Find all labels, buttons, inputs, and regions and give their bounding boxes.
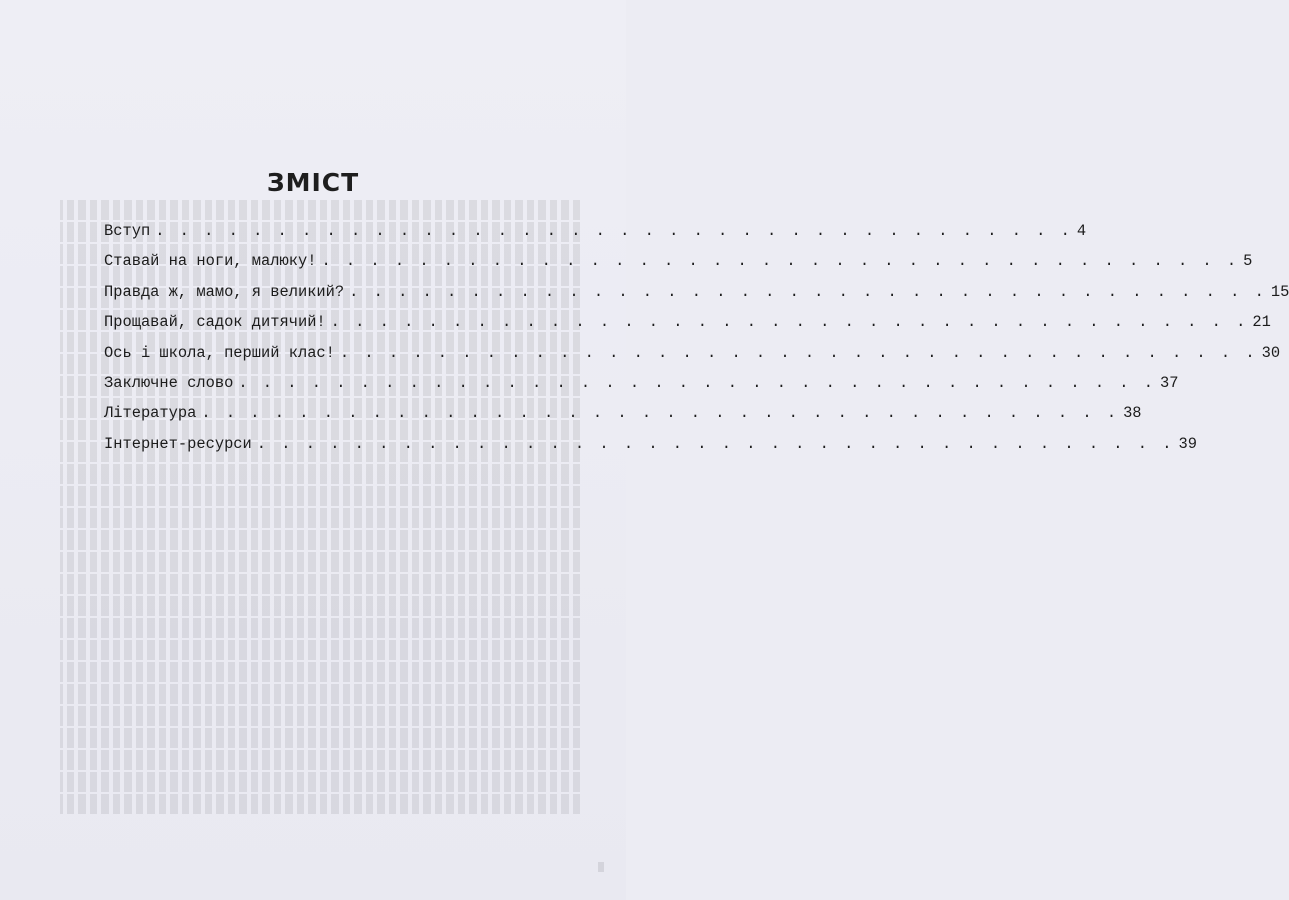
- page-title: ЗМІСТ: [266, 168, 360, 197]
- toc-entry-title: Ставай на ноги, малюку!: [104, 252, 317, 271]
- toc-entry-page: 4: [1076, 222, 1087, 240]
- toc-entry-title: Заключне слово: [104, 373, 234, 392]
- toc-entry[interactable]: [104, 222, 1087, 252]
- toc-leader-dots: . . . . . . . . . . . . . . . . . . . . . . . . . . . . . . . . . . . . . .: [330, 313, 1249, 332]
- toc-entry[interactable]: [104, 404, 1142, 434]
- toc-leader-dots: . . . . . . . . . . . . . . . . . . . . . . . . . . . . . . . . . . . . . .: [349, 282, 1267, 301]
- toc-entry-title: Правда ж, мамо, я великий?: [104, 282, 345, 301]
- toc-leader-dots: . . . . . . . . . . . . . . . . . . . . . . . . . . . . . . . . . . . . . .: [321, 252, 1240, 271]
- toc-entry-page: 37: [1160, 373, 1179, 392]
- toc-entry-page: 38: [1123, 404, 1142, 423]
- toc-entry-title: Література: [104, 404, 197, 423]
- toc-leader-dots: . . . . . . . . . . . . . . . . . . . . . . . . . . . . . . . . . . . . . .: [339, 343, 1258, 362]
- toc-leader-dots: . . . . . . . . . . . . . . . . . . . . . . . . . . . . . . . . . . . . . .: [155, 222, 1073, 240]
- toc-entry-page: 15: [1270, 282, 1289, 301]
- toc-leader-dots: . . . . . . . . . . . . . . . . . . . . . . . . . . . . . . . . . . . . . .: [238, 373, 1157, 392]
- toc-entry[interactable]: [104, 313, 1271, 343]
- page-corner-mark: [598, 862, 604, 872]
- toc-leader-dots: . . . . . . . . . . . . . . . . . . . . . . . . . . . . . . . . . . . . . .: [201, 404, 1120, 423]
- table-of-contents: [104, 222, 1289, 465]
- toc-entry-page: 30: [1261, 343, 1281, 362]
- toc-leader-dots: . . . . . . . . . . . . . . . . . . . . . . . . . . . . . . . . . . . . . .: [256, 434, 1175, 453]
- toc-entry-title: Інтернет-ресурси: [104, 434, 252, 453]
- toc-entry-page: 39: [1178, 434, 1197, 453]
- toc-entry[interactable]: [104, 252, 1253, 282]
- toc-entry[interactable]: [104, 282, 1289, 313]
- toc-entry-title: Прощавай, садок дитячий!: [104, 313, 326, 332]
- toc-entry[interactable]: [104, 343, 1281, 374]
- toc-entry-title: Ось і школа, перший клас!: [104, 343, 335, 362]
- toc-entry-page: 21: [1252, 313, 1271, 332]
- toc-entry[interactable]: [104, 373, 1179, 404]
- toc-entry-title: Вступ: [104, 222, 151, 240]
- toc-entry-page: 5: [1243, 252, 1253, 271]
- toc-entry[interactable]: [104, 434, 1197, 465]
